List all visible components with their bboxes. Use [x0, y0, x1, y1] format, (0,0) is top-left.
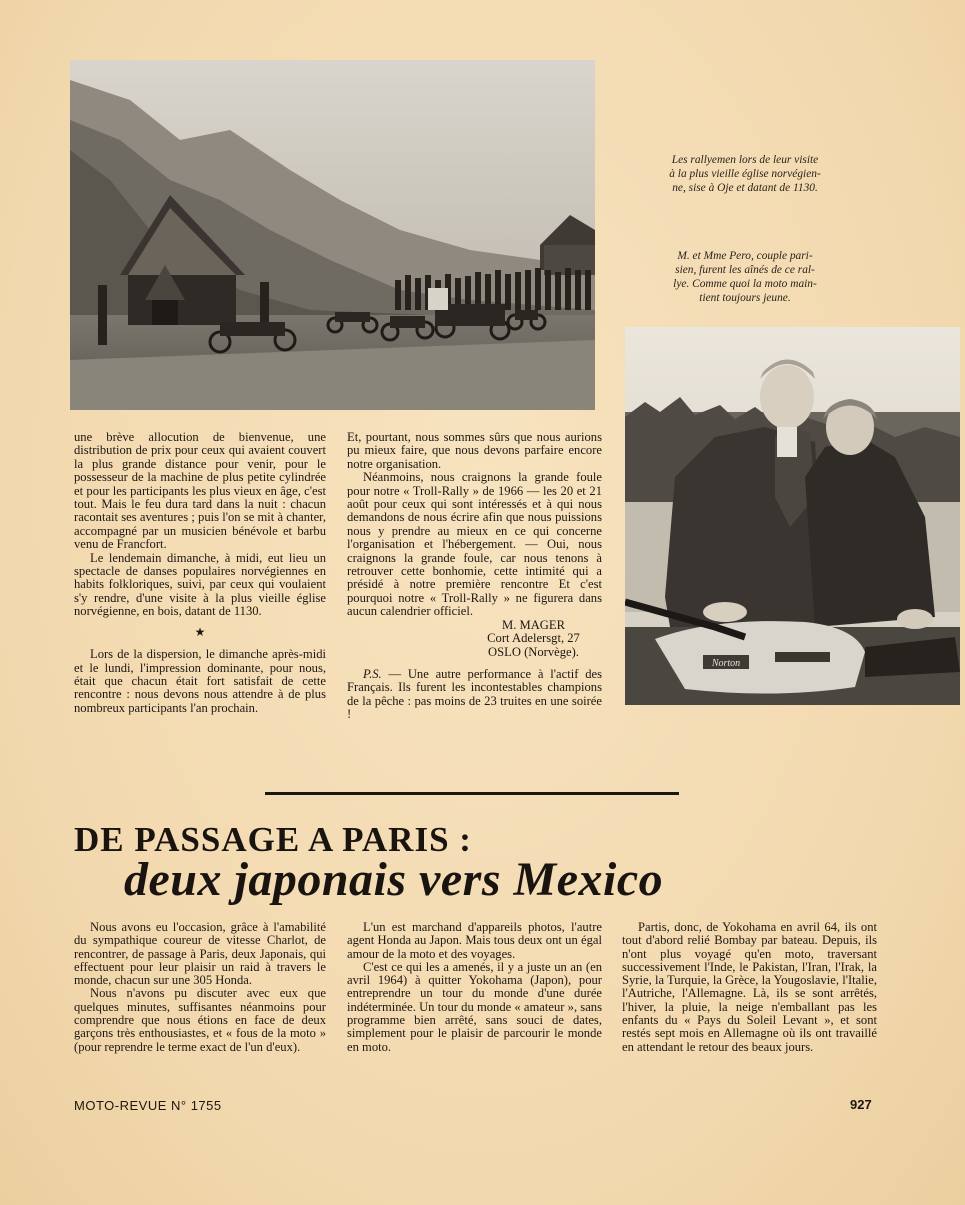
church-photo [70, 60, 595, 410]
magazine-issue: MOTO-REVUE N° 1755 [74, 1098, 222, 1113]
headline-kicker: DE PASSAGE A PARIS : [74, 820, 472, 859]
paragraph: L'un est marchand d'appareils photos, l'autre agent Honda au Japon. Mais tous deux ont un égal amour de la moto et des voyages. [347, 920, 602, 961]
headline-title: deux japonais vers Mexico [124, 853, 664, 906]
signature-block [347, 619, 602, 659]
paragraph: Partis, donc, de Yokohama en avril 64, ils ont tout d'abord relié Bombay par bateau. Depuis, ils n'ont plus voyagé qu'en moto, traversant successivement l'Inde, le Pakistan, l'Iran, l'Irak, la Syrie, la Turquie, la Grèce, la Yougoslavie, l'Italie, l'Autriche, l'Allemagne. Là, ils se sont arrêtés, l'hiver, la pluie, la neige n'emballant pas les enfants du « Pays du Soleil Levant », et sont restés sept mois en Allemagne où ils ont travaillé en attendant le retour des beaux jours. [622, 920, 877, 1054]
paragraph: une brève allocution de bienvenue, une distribution de prix pour ceux qui avaient couvert la plus grande distance pour venir, pour le possesseur de la machine de plus petite cylindrée et pour les participants les plus vieux en âge, c'est tout. Mais le feu dura tard dans la nuit : chacun racontait ses aventures ; puis l'on se mit à chanter, accompagné par un musicien bénévole et barbu venu de Francfort. [74, 430, 326, 552]
article2-column-3 [622, 921, 877, 1054]
church-photo-caption: Les rallyemen lors de leur visite à la plus vieille église norvégien- ne, sise à Oje et datant de 1130. [669, 154, 821, 194]
paragraph: C'est ce qui les a amenés, il y a juste un an (en avril 1964) à quitter Yokohama (Japon), pour entreprendre un tour du monde d'une durée indéterminée. Un tour du monde « amateur », sans programme bien arrêté, sans souci de dates, simplement pour le plaisir de parcourir le monde en moto. [347, 959, 602, 1054]
paragraph: Le lendemain dimanche, à midi, eut lieu un spectacle de danses populaires norvégiennes en habits folkloriques, suivi, par ceux qui voulaient s'y rendre, d'une visite à la plus vieille église norvégienne, en bois, datant de 1130. [74, 550, 326, 619]
section-divider [265, 792, 679, 795]
paragraph: Néanmoins, nous craignons la grande foule pour notre « Troll-Rally » de 1966 — les 20 et 21 août pour ceux qui sont intéressés et à qui nous demandons de nous écrire afin que nous puissions nous y prendre au mieux en ce qui concerne l'organisation et l'hébergement. — Oui, nous craignons la grande foule, car nous tenons à retrouver cette bonhomie, cette intimité qui a présidé à notre première rencontre Et c'est pourquoi notre « Troll-Rally » ne figurera dans aucun calendrier officiel. [347, 470, 602, 619]
norton-badge: Norton [711, 658, 741, 669]
paragraph: Nous avons eu l'occasion, grâce à l'amabilité du sympathique coureur de vitesse Charlot, de rencontrer, de passage à Paris, deux Japonais, qui effectuent pour leur plaisir un raid à travers le monde, chacun sur une 305 Honda. [74, 920, 326, 988]
page-number: 927 [850, 1097, 872, 1112]
section-separator-star: ★ [194, 624, 206, 639]
paragraph: Lors de la dispersion, le dimanche après-midi et le lundi, l'impression dominante, pour nous, était que chacun était fort satisfait de cette rencontre : nous devons nous attendre à de plus nombreux participants l'an prochain. [74, 647, 326, 715]
ps-label: P.S. [363, 666, 382, 681]
article1-right-column [347, 431, 602, 722]
paragraph: Et, pourtant, nous sommes sûrs que nous aurions pu mieux faire, que nous devons parfaire encore notre organisation. [347, 430, 602, 471]
signature-name: M. MAGER [502, 617, 565, 632]
signature-city: OSLO (Norvège). [488, 644, 579, 659]
ps-text: — Une autre performance à l'actif des Français. Ils furent les incontestables champions de la pêche : pas moins de 23 truites en une soirée ! [347, 666, 602, 722]
article2-column-1 [74, 921, 326, 1054]
article2-column-2 [347, 921, 602, 1054]
article1-left-column [74, 431, 326, 715]
couple-photo [625, 327, 960, 705]
postscript [347, 668, 602, 722]
signature-street: Cort Adelersgt, 27 [487, 631, 580, 646]
paragraph: Nous n'avons pu discuter avec eux que quelques minutes, suffisantes néanmoins pour comprendre que nous étions en face de deux garçons très enthousiastes, et « fous de la moto » (pour reprendre le terme exact de l'un d'eux). [74, 986, 326, 1054]
couple-photo-caption: M. et Mme Pero, couple pari- sien, furent les aînés de ce ral- lye. Comme quoi la moto main- tient toujours jeune. [673, 250, 817, 304]
